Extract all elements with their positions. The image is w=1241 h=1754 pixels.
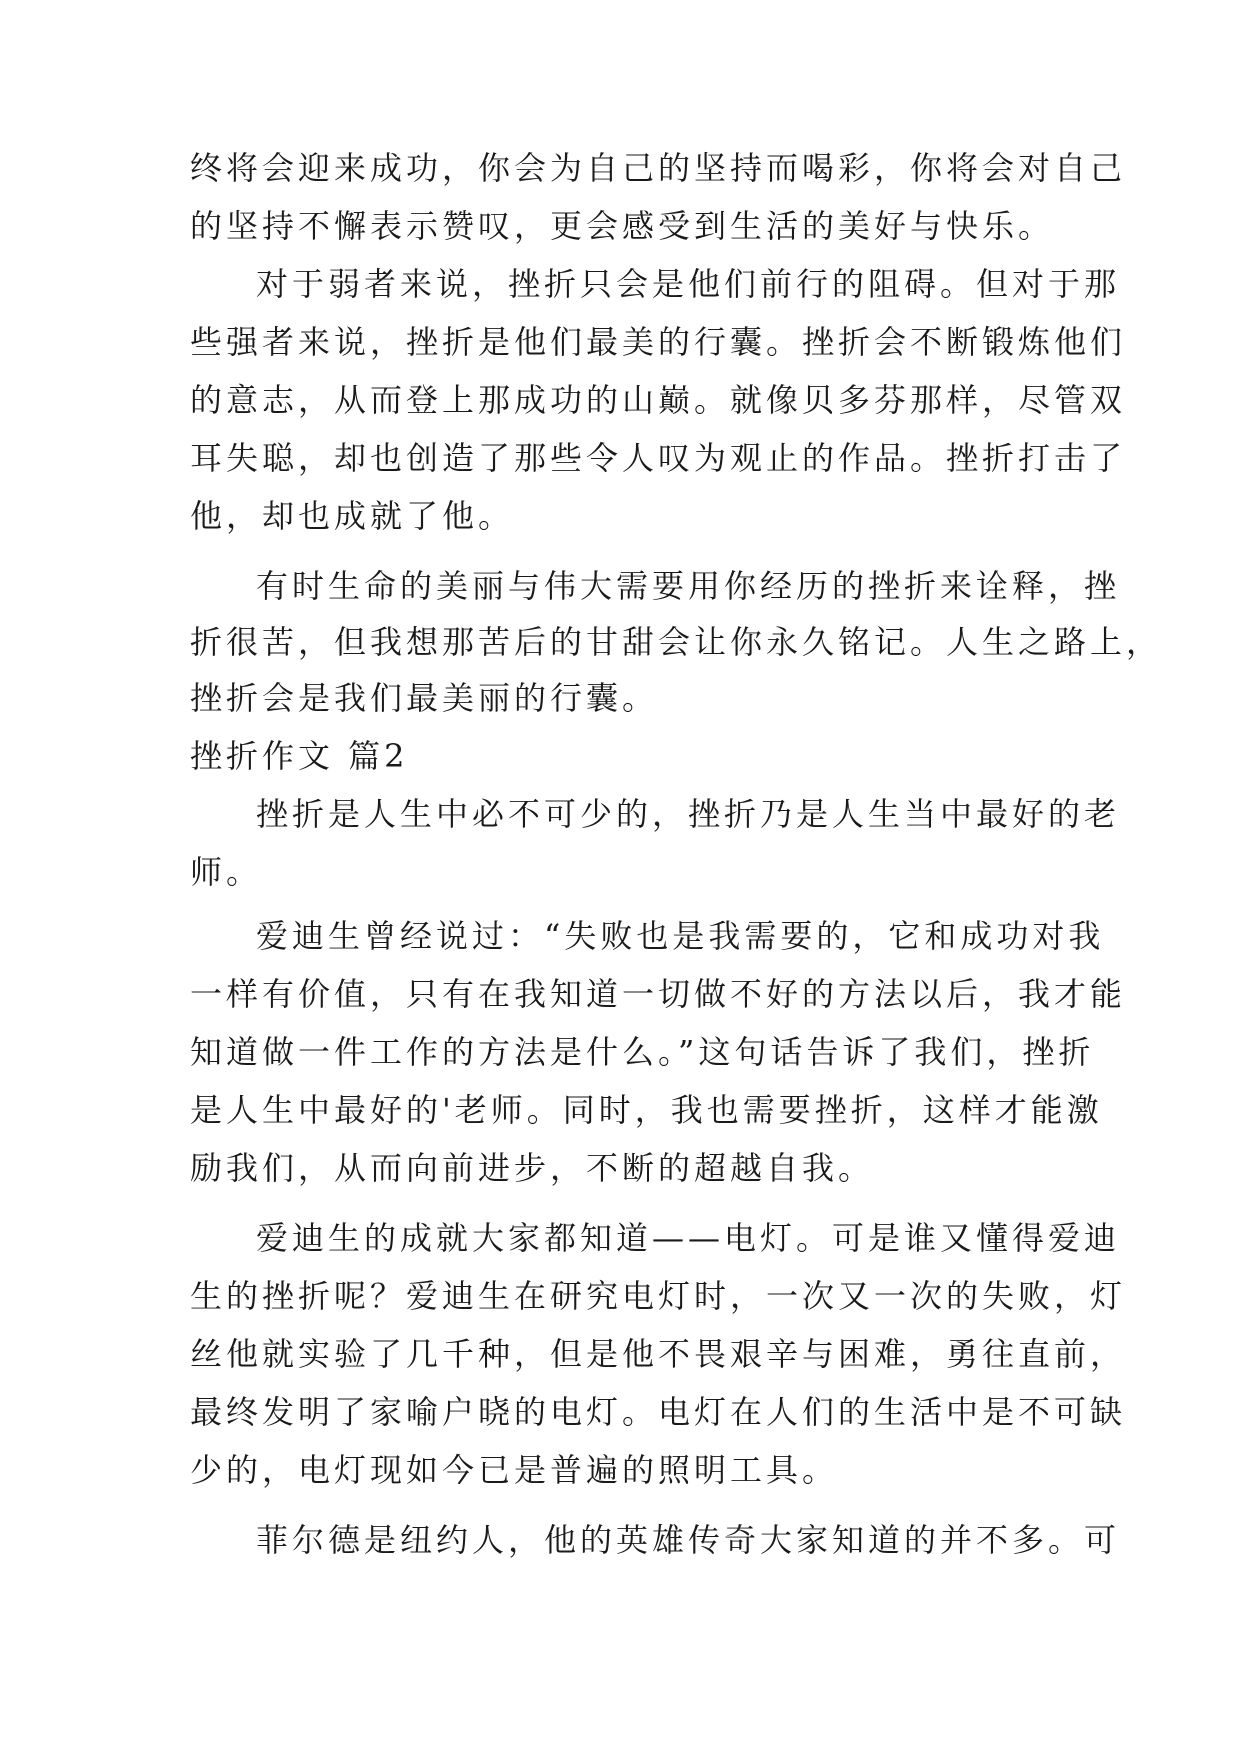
- text-line: 耳失聪，却也创造了那些令人叹为观止的作品。挫折打击了: [190, 439, 1127, 477]
- paragraph-first-line: 有时生命的美丽与伟大需要用你经历的挫折来诠释，挫: [256, 567, 1121, 605]
- section-heading: 挫折作文 篇2: [190, 737, 409, 775]
- text-line: 的坚持不懈表示赞叹，更会感受到生活的美好与快乐。: [190, 207, 1055, 245]
- paragraph-first-line: 菲尔德是纽约人，他的英雄传奇大家知道的并不多。可: [256, 1521, 1121, 1559]
- text-line: 终将会迎来成功，你会为自己的坚持而喝彩，你将会对自己: [190, 149, 1127, 187]
- paragraph-first-line: 爱迪生曾经说过：“失败也是我需要的，它和成功对我: [256, 917, 1105, 955]
- paragraph-first-line: 爱迪生的成就大家都知道——电灯。可是谁又懂得爱迪: [256, 1219, 1121, 1257]
- text-line: 的意志，从而登上那成功的山巅。就像贝多芬那样，尽管双: [190, 381, 1127, 419]
- text-line: 生的挫折呢？爱迪生在研究电灯时，一次又一次的失败，灯: [190, 1277, 1127, 1315]
- text-line: 一样有价值，只有在我知道一切做不好的方法以后，我才能: [190, 975, 1127, 1013]
- text-line: 知道做一件工作的方法是什么。”这句话告诉了我们，挫折: [190, 1033, 1095, 1071]
- text-line: 折很苦，但我想那苦后的甘甜会让你永久铭记。人生之路上，: [190, 623, 1163, 661]
- text-line: 少的，电灯现如今已是普遍的照明工具。: [190, 1451, 839, 1489]
- paragraph-first-line: 挫折是人生中必不可少的，挫折乃是人生当中最好的老: [256, 795, 1121, 833]
- text-line: 他，却也成就了他。: [190, 497, 515, 535]
- text-line: 励我们，从而向前进步，不断的超越自我。: [190, 1149, 875, 1187]
- text-line: 师。: [190, 853, 263, 891]
- text-line: 是人生中最好的'老师。同时，我也需要挫折，这样才能激: [190, 1091, 1103, 1129]
- paragraph-first-line: 对于弱者来说，挫折只会是他们前行的阻碍。但对于那: [256, 265, 1121, 303]
- text-line: 最终发明了家喻户晓的电灯。电灯在人们的生活中是不可缺: [190, 1393, 1127, 1431]
- text-line: 些强者来说，挫折是他们最美的行囊。挫折会不断锻炼他们: [190, 323, 1127, 361]
- text-line: 丝他就实验了几千种，但是他不畏艰辛与困难，勇往直前，: [190, 1335, 1127, 1373]
- text-line: 挫折会是我们最美丽的行囊。: [190, 679, 659, 717]
